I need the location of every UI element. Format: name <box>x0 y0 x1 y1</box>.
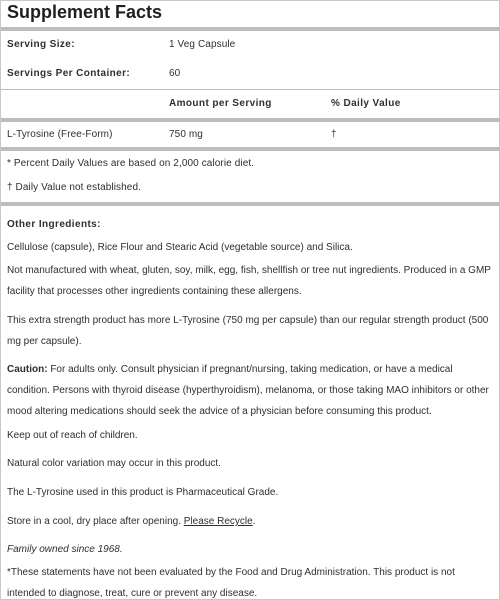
serving-size-label: Serving Size: <box>7 39 75 50</box>
title-divider <box>1 27 500 31</box>
fda-disclaimer: *These statements have not been evaluated by the Food and Drug Administration. This product is not intended to diagnose, treat, cure or prevent any disease. <box>7 567 455 599</box>
nutrient-name: L-Tyrosine (Free-Form) <box>7 129 113 140</box>
caution-text: For adults only. Consult physician if pregnant/nursing, taking medication, or have a medical condition. Persons with thyroid disease (hyperthyroidism), melanoma, or those taking MAO inhibitors or other mood altering medications should seek the advice of a physician before consuming this product. <box>7 364 489 417</box>
percent-dv-note: * Percent Daily Values are based on 2,000 calorie diet. <box>7 158 255 169</box>
amount-per-serving-header: Amount per Serving <box>169 98 272 109</box>
daily-value-header: % Daily Value <box>331 98 401 109</box>
storage-statement <box>7 511 495 532</box>
storage-text: Store in a cool, dry place after opening. <box>7 516 181 527</box>
other-ingredients-label: Other Ingredients: <box>7 219 101 230</box>
nutrient-amount: 750 mg <box>169 129 203 140</box>
servings-per-container-label: Servings Per Container: <box>7 68 131 79</box>
keep-out-statement: Keep out of reach of children. <box>7 430 138 441</box>
serving-size-value: 1 Veg Capsule <box>169 39 236 50</box>
recycle-link[interactable]: Please Recycle <box>183 516 253 527</box>
header-divider <box>1 118 500 122</box>
storage-suffix: . <box>252 516 256 527</box>
color-variation-statement: Natural color variation may occur in this product. <box>7 458 221 469</box>
caution-label: Caution: <box>7 364 48 375</box>
strength-statement: This extra strength product has more L-Tyrosine (750 mg per capsule) than our regular strength product (500 mg per capsule). <box>7 315 489 347</box>
servings-per-container-value: 60 <box>169 68 181 79</box>
panel-title: Supplement Facts <box>7 2 163 22</box>
dagger-note: † Daily Value not established. <box>7 182 142 193</box>
caution-paragraph <box>7 359 495 422</box>
nutrient-divider <box>1 147 500 151</box>
notes-divider <box>1 202 500 206</box>
allergen-statement: Not manufactured with wheat, gluten, soy, milk, egg, fish, shellfish or tree nut ingredients. Produced in a GMP facility that processes other ingredients containing these allergens. <box>7 265 491 297</box>
grade-statement: The L-Tyrosine used in this product is Pharmaceutical Grade. <box>7 487 279 498</box>
nutrient-daily-value: † <box>331 129 337 140</box>
ingredients-list: Cellulose (capsule), Rice Flour and Stearic Acid (vegetable source) and Silica. <box>7 242 353 253</box>
family-owned-statement: Family owned since 1968. <box>7 544 123 555</box>
servings-divider <box>1 89 500 90</box>
